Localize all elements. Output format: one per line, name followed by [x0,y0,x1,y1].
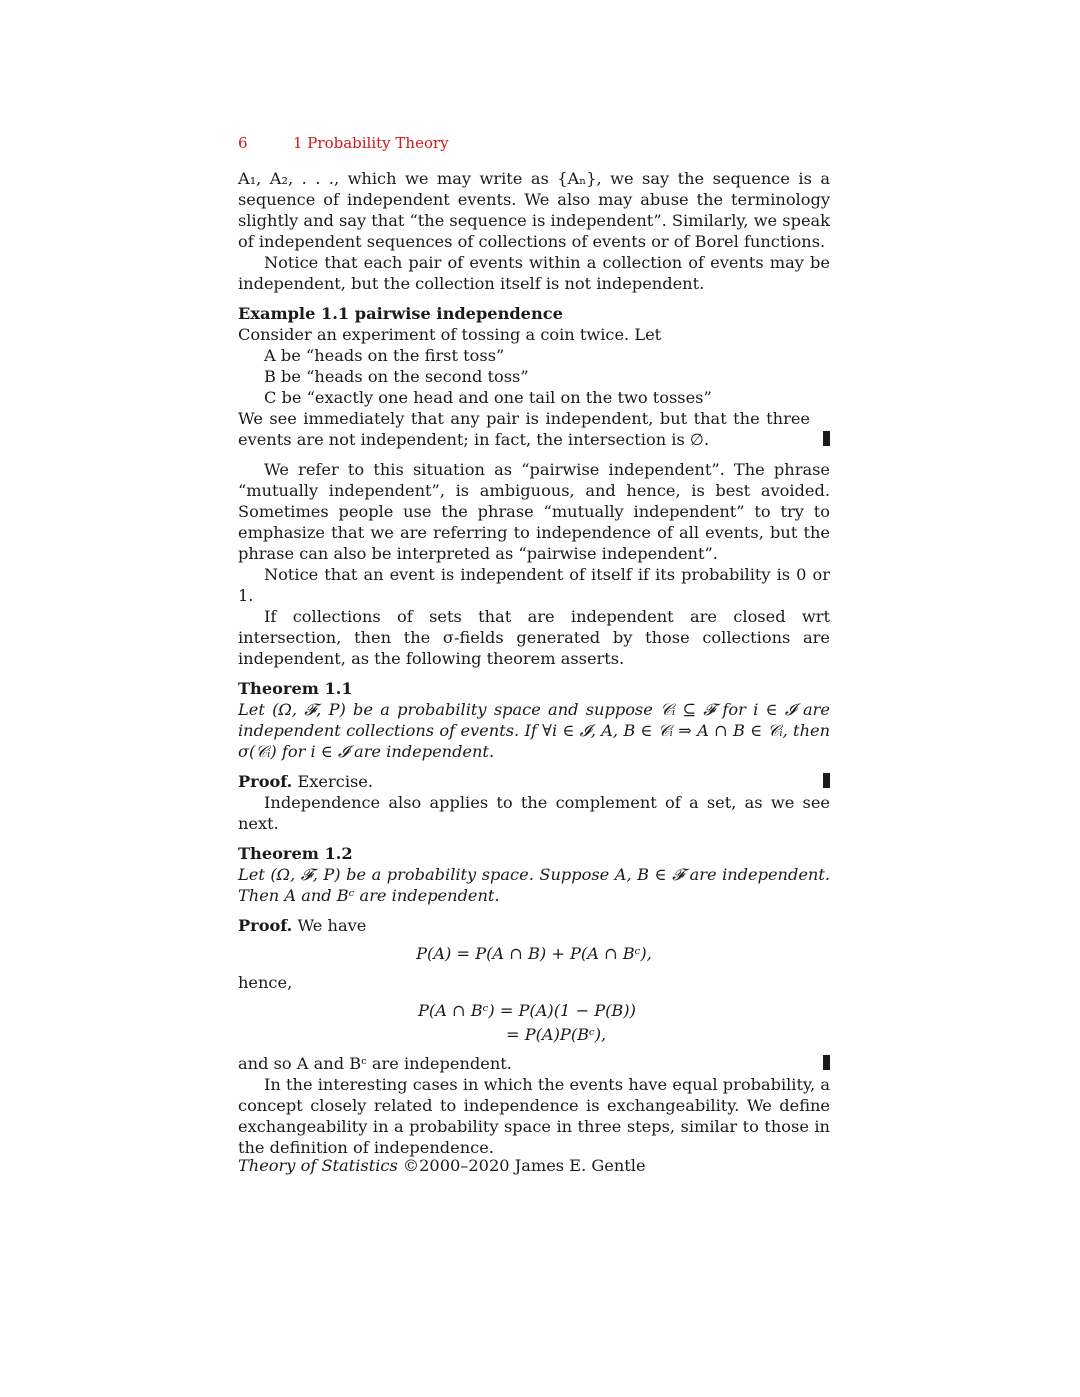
chapter-title: 1 Probability Theory [293,134,449,152]
page-number: 6 [238,134,248,152]
end-of-example-mark [823,431,830,446]
theorem-1-1-body: Let (Ω, 𝓕, P) be a probability space and suppose 𝒞ᵢ ⊆ 𝓕 for i ∈ 𝓘 are independent collections of events. If ∀i ∈ 𝓘, A, B ∈ 𝒞ᵢ ⇒ A ∩ B ∈ 𝒞ᵢ, then σ(𝒞ᵢ) for i ∈ 𝓘 are independent. [238,700,830,761]
example-heading: Example 1.1 pairwise independence [238,304,563,323]
page-content [238,132,830,1158]
proof-2-body: We have [297,916,367,935]
proof-2-label: Proof. [238,916,293,935]
equation-2-line-2: = P(A)P(Bᶜ), [506,1025,607,1044]
equation-1: P(A) = P(A ∩ B) + P(A ∩ Bᶜ), [416,944,652,963]
example-conclusion: We see immediately that any pair is independent, but that the three events are not independent; in fact, the intersection is ∅. [238,409,810,449]
proof-1 [238,771,830,792]
proof-1-body: Exercise. [297,772,374,791]
footer-title: Theory of Statistics [238,1156,398,1175]
end-of-proof-1-mark [823,773,830,788]
hence-text: hence, [238,973,293,992]
paragraph-3: We refer to this situation as “pairwise independent”. The phrase “mutually independent”, is ambiguous, and hence, is best avoided. Sometimes people use the phrase “mutually independent” to try to emphasize that we are referring to independence of all events, but the phrase can also be interpreted as “pairwise independent”. [238,460,830,563]
theorem-1-2-body: Let (Ω, 𝓕, P) be a probability space. Suppose A, B ∈ 𝓕 are independent. Then A and Bᶜ are independent. [238,865,830,905]
paragraph-1: A₁, A₂, . . ., which we may write as {Aₙ}, we say the sequence is a sequence of independent events. We also may abuse the terminology slightly and say that “the sequence is independent”. Similarly, we speak of independent sequences of collections of events or of Borel functions. [238,169,830,251]
proof-2-conclusion: and so A and Bᶜ are independent. [238,1054,512,1073]
example-event-c: C be “exactly one head and one tail on the two tosses” [264,388,712,407]
example-event-b: B be “heads on the second toss” [264,367,529,386]
theorem-1-1-heading: Theorem 1.1 [238,679,353,698]
paragraph-7: In the interesting cases in which the events have equal probability, a concept closely related to independence is exchangeability. We define exchangeability in a probability space in three steps, similar to those in the definition of independence. [238,1075,830,1157]
end-of-proof-2-mark [823,1055,830,1070]
proof-1-label: Proof. [238,772,293,791]
example-intro: Consider an experiment of tossing a coin twice. Let [238,325,662,344]
paragraph-6: Independence also applies to the complement of a set, as we see next. [238,793,830,833]
footer-copyright: ©2000–2020 James E. Gentle [402,1156,646,1175]
paragraph-4: Notice that an event is independent of itself if its probability is 0 or 1. [238,565,830,605]
equation-2-line-1: P(A ∩ Bᶜ) = P(A)(1 − P(B)) [418,1001,636,1020]
proof-2-end-block [238,1053,830,1074]
example-event-a: A be “heads on the first toss” [264,346,505,365]
equation-2 [238,999,830,1047]
paragraph-2: Notice that each pair of events within a collection of events may be independent, but the collection itself is not independent. [238,253,830,293]
proof-2 [238,915,830,936]
footer [238,1155,646,1177]
running-head [238,132,830,154]
proof-1-block [238,771,830,792]
example-conclusion-block [238,408,830,450]
paragraph-5: If collections of sets that are independent are closed wrt intersection, then the σ-fields generated by those collections are independent, as the following theorem asserts. [238,607,830,668]
theorem-1-2-heading: Theorem 1.2 [238,844,353,863]
